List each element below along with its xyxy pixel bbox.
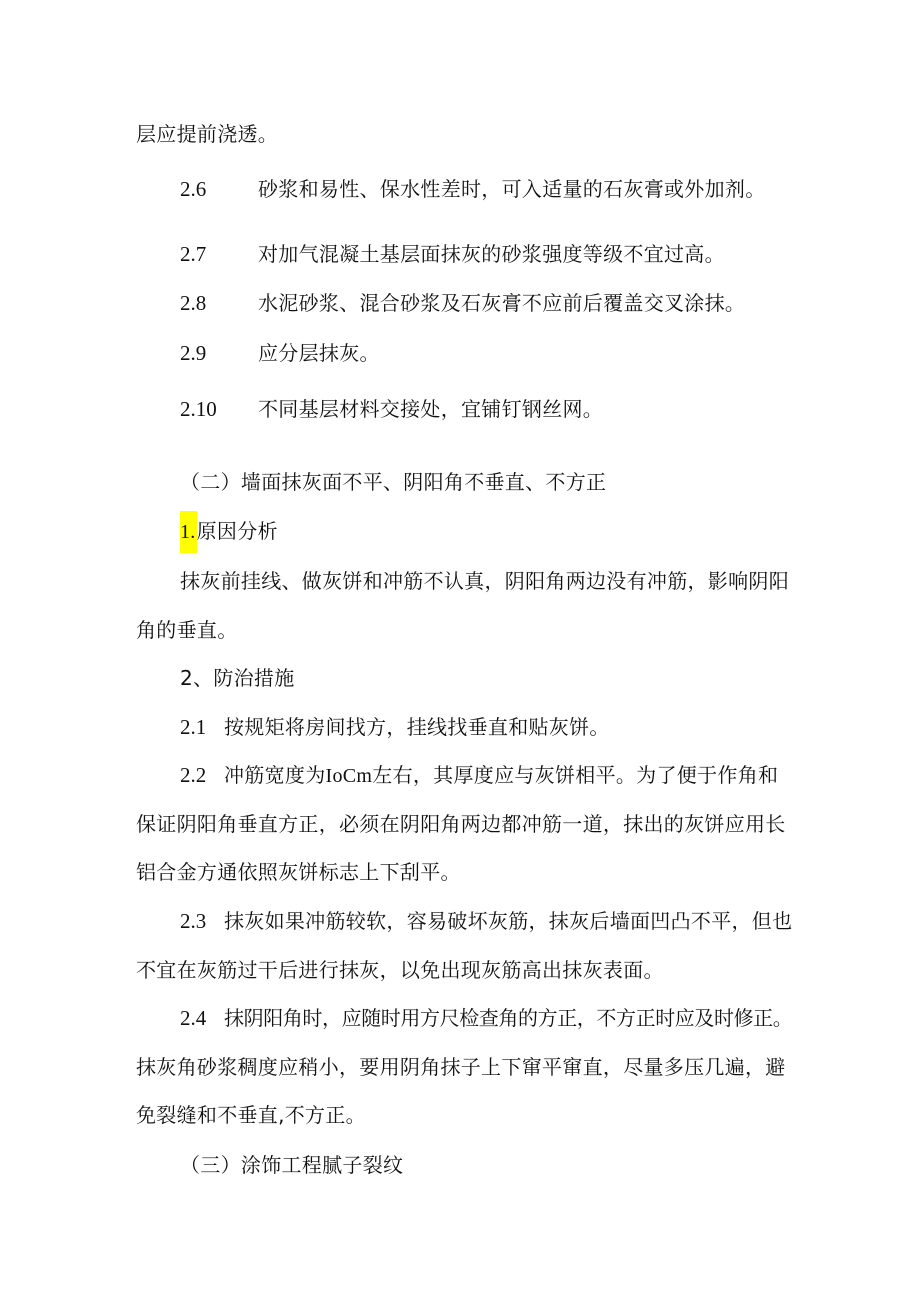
measure-text	[224, 762, 778, 789]
paragraph-line: 抹灰角砂浆稠度应稍小，要用阴角抹子上下窜平窜直，尽量多压几遍，避	[136, 1055, 786, 1079]
measure-text: 抹阴阳角时，应随时用方尺检查角的方正，不方正时应及时修正。	[224, 1006, 793, 1030]
measure-number: 2.3	[180, 909, 207, 933]
measure-unit: IoCm	[325, 765, 373, 787]
paragraph-line: 铝合金方通依照灰饼标志上下刮平。	[136, 860, 461, 884]
measure-number: 2.4	[180, 1006, 207, 1030]
subheading-cause-text: 原因分析	[196, 519, 278, 543]
section-heading: （三）涂饰工程腻子裂纹	[180, 1153, 404, 1177]
measure-text-part: 左右，其厚度应与灰饼相平。为了便于作角和	[372, 763, 779, 787]
list-item-number: 2.8	[180, 291, 207, 315]
list-item-text: 应分层抹灰。	[258, 341, 380, 365]
paragraph-line: 不宜在灰筋过干后进行抹灰，以免出现灰筋高出抹灰表面。	[136, 958, 664, 982]
paragraph-line: 抹灰前挂线、做灰饼和冲筋不认真，阴阳角两边没有冲筋，影响阴阳	[180, 569, 789, 593]
measure-text: 按规矩将房间找方，挂线找垂直和贴灰饼。	[224, 715, 610, 739]
subheading-cause	[180, 518, 278, 553]
intro-line: 层应提前浇透。	[136, 122, 279, 146]
list-item-number: 2.7	[180, 242, 207, 266]
paragraph-line: 保证阴阳角垂直方正，必须在阴阳角两边都冲筋一道，抹出的灰饼应用长	[136, 812, 786, 836]
list-item-text: 水泥砂浆、混合砂浆及石灰膏不应前后覆盖交叉涂抹。	[258, 291, 746, 315]
paragraph-line: 免裂缝和不垂直,不方正。	[136, 1103, 366, 1127]
list-item-number: 2.6	[180, 177, 207, 201]
measure-text-part: 冲筋宽度为	[224, 763, 326, 787]
section-heading: （二）墙面抹灰面不平、阴阳角不垂直、不方正	[180, 470, 607, 494]
measure-number: 2.2	[180, 763, 207, 787]
paragraph-line: 角的垂直。	[136, 618, 238, 642]
list-item-text: 不同基层材料交接处，宜铺钉钢丝网。	[258, 397, 604, 421]
list-item-number: 2.10	[180, 397, 217, 421]
subheading-measures: 2、防治措施	[180, 666, 295, 690]
list-item-number: 2.9	[180, 341, 207, 365]
list-item-text: 对加气混凝土基层面抹灰的砂浆强度等级不宜过高。	[258, 242, 725, 266]
list-item-text: 砂浆和易性、保水性差时，可入适量的石灰膏或外加剂。	[258, 177, 766, 201]
measure-number: 2.1	[180, 715, 207, 739]
measure-text: 抹灰如果冲筋较软，容易破坏灰筋，抹灰后墙面凹凸不平，但也	[224, 909, 793, 933]
highlighted-number: 1.	[180, 511, 197, 553]
